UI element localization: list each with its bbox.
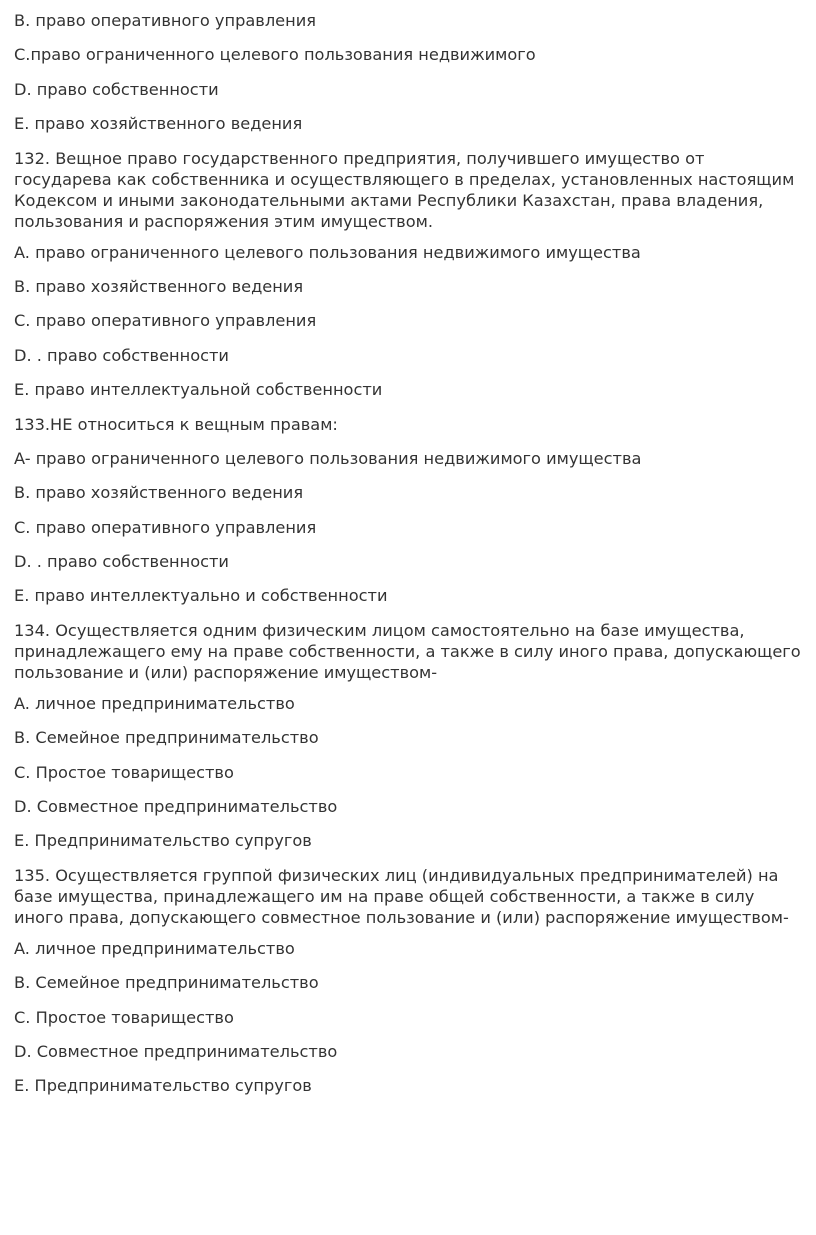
q135-option-b: B. Семейное предпринимательство xyxy=(14,973,319,993)
question-133: 133.НЕ относиться к вещным правам: xyxy=(14,414,338,434)
q132-option-d: D. . право собственности xyxy=(14,345,229,365)
q133-option-e: E. право интеллектуально и собственности xyxy=(14,586,388,606)
option-d-ownership: D. право собственности xyxy=(14,79,219,99)
q133-option-d: D. . право собственности xyxy=(14,552,229,572)
question-135: 135. Осуществляется группой физических лиц (индивидуальных предпринимателей) на базе имущества, принадлежащего им на праве общей собственности, а также в силу иного права, допускающего совместное пользование и (или) распоряжение имуществом- xyxy=(14,865,789,927)
q135-option-d: D. Совместное предпринимательство xyxy=(14,1041,338,1061)
q135-option-c: C. Простое товарищество xyxy=(14,1007,234,1027)
q134-option-b: B. Семейное предпринимательство xyxy=(14,728,319,748)
q134-option-a: A. личное предпринимательство xyxy=(14,693,295,713)
option-b-operative-management: B. право оперативного управления xyxy=(14,11,316,30)
question-132: 132. Вещное право государственного предприятия, получившего имущество от государева как собственника и осуществляющего в пределах, установленных настоящим Кодексом и иными законодательными актами Республики Казахстан, права владения, пользования и распоряжения этим имуществом. xyxy=(14,148,795,231)
q134-option-c: C. Простое товарищество xyxy=(14,762,234,782)
q132-option-e: E. право интеллектуальной собственности xyxy=(14,380,383,400)
q132-option-c: C. право оперативного управления xyxy=(14,311,317,331)
option-c-limited-use: C.право ограниченного целевого пользования недвижимого xyxy=(14,45,536,65)
q133-option-a: A- право ограниченного целевого пользования недвижимого имущества xyxy=(14,448,642,468)
question-134: 134. Осуществляется одним физическим лицом самостоятельно на базе имущества, принадлежащего ему на праве собственности, а также в силу иного права, допускающего пользование и (или) распоряжение имуществом- xyxy=(14,620,801,682)
q132-option-b: B. право хозяйственного ведения xyxy=(14,276,304,296)
option-e-economic-management: E. право хозяйственного ведения xyxy=(14,114,303,134)
q135-option-e: E. Предпринимательство супругов xyxy=(14,1076,312,1096)
q135-option-a: A. личное предпринимательство xyxy=(14,938,295,958)
q134-option-d: D. Совместное предпринимательство xyxy=(14,797,338,817)
q133-option-b: B. право хозяйственного ведения xyxy=(14,483,304,503)
q133-option-c: C. право оперативного управления xyxy=(14,517,317,537)
q132-option-a: A. право ограниченного целевого пользования недвижимого имущества xyxy=(14,242,641,262)
document-body xyxy=(14,10,804,1097)
q134-option-e: E. Предпринимательство супругов xyxy=(14,831,312,851)
